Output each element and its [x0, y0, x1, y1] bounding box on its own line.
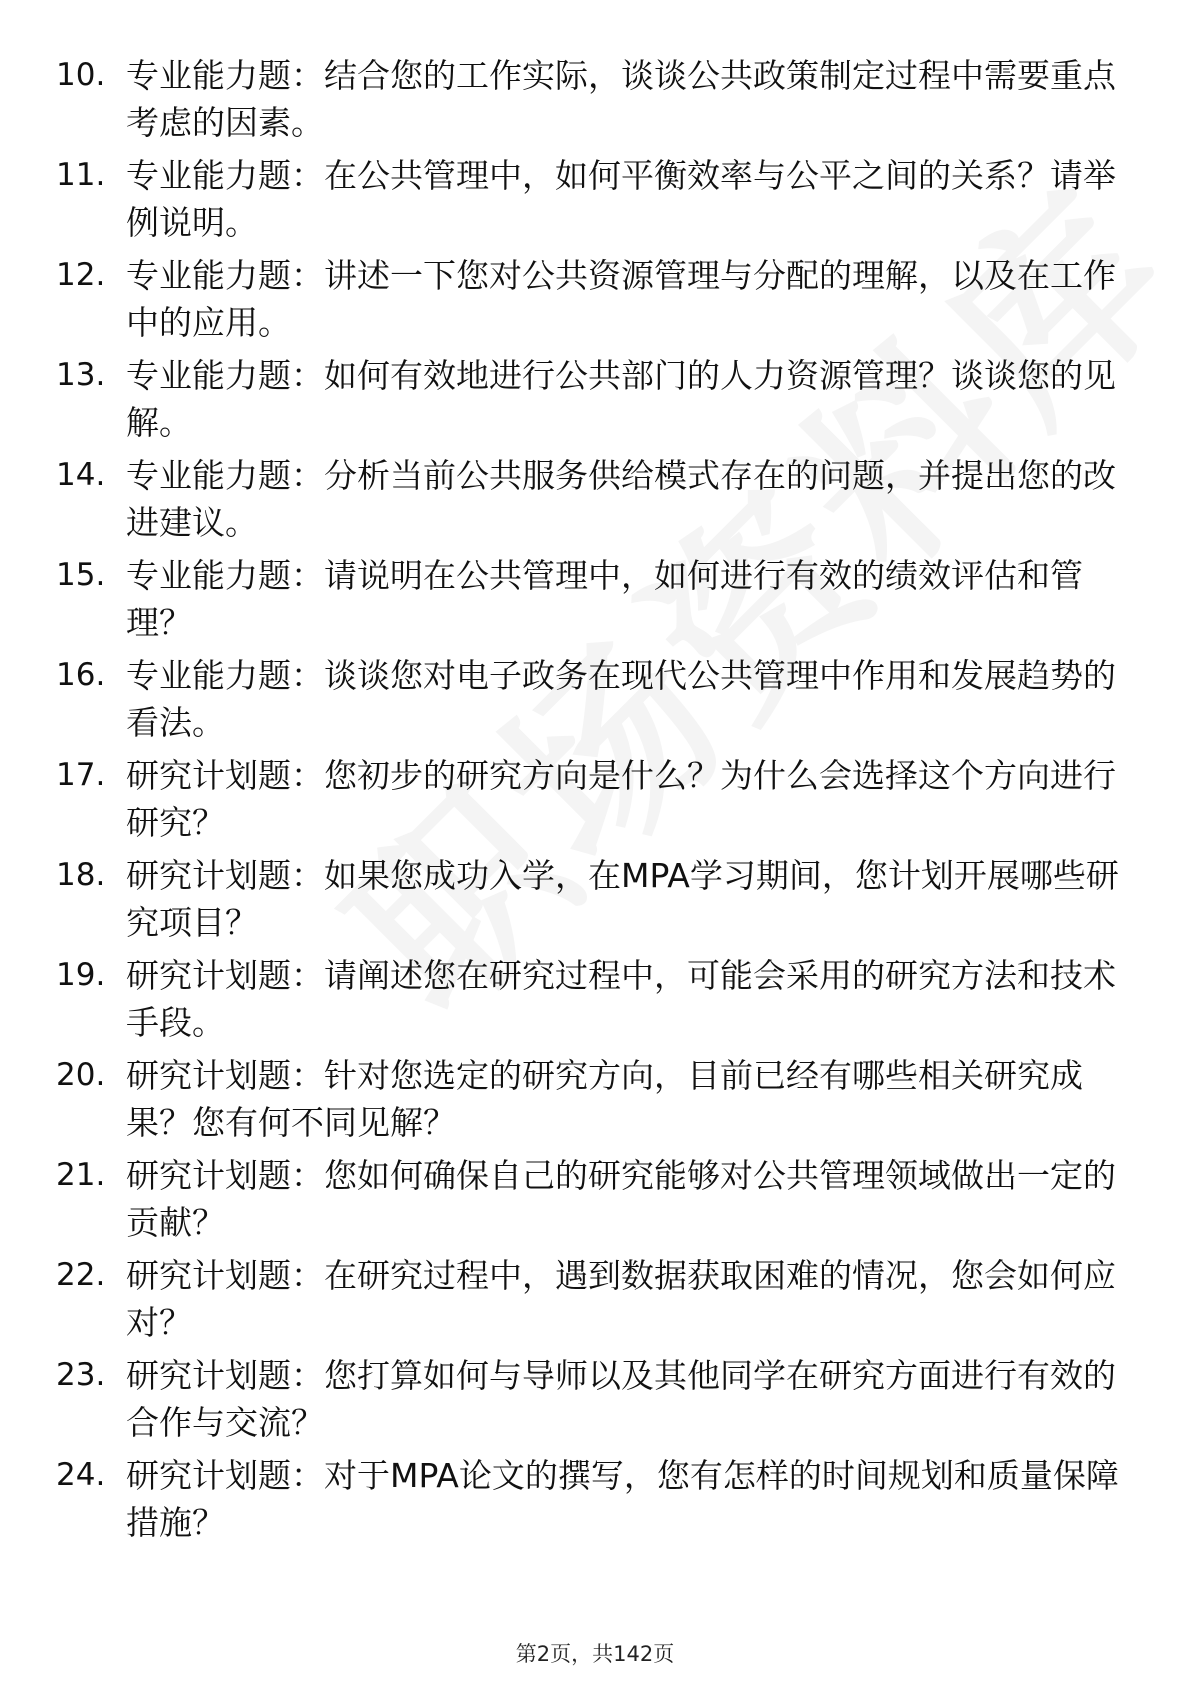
question-text: 专业能力题：结合您的工作实际，谈谈公共政策制定过程中需要重点考虑的因素。: [126, 56, 1116, 142]
question-text: 专业能力题：谈谈您对电子政务在现代公共管理中作用和发展趋势的看法。: [126, 656, 1116, 742]
question-text: 研究计划题：请阐述您在研究过程中，可能会采用的研究方法和技术手段。: [126, 956, 1116, 1042]
question-text: 专业能力题：如何有效地进行公共部门的人力资源管理？谈谈您的见解。: [126, 356, 1116, 442]
question-item: [56, 552, 1126, 646]
question-number: 18.: [56, 857, 106, 893]
question-number: 19.: [56, 957, 106, 993]
question-item: [56, 152, 1126, 246]
question-text: 研究计划题：如果您成功入学，在MPA学习期间，您计划开展哪些研究项目？: [126, 856, 1119, 942]
question-number: 24.: [56, 1457, 106, 1493]
question-item: [56, 1252, 1126, 1346]
question-item: [56, 352, 1126, 446]
question-number: 13.: [56, 357, 106, 393]
question-item: [56, 1352, 1126, 1446]
question-item: [56, 652, 1126, 746]
question-item: [56, 452, 1126, 546]
question-item: [56, 852, 1126, 946]
question-item: [56, 52, 1126, 146]
question-list: [56, 52, 1126, 1552]
question-text: 专业能力题：请说明在公共管理中，如何进行有效的绩效评估和管理？: [126, 556, 1083, 642]
question-item: [56, 1052, 1126, 1146]
question-text: 研究计划题：对于MPA论文的撰写，您有怎样的时间规划和质量保障措施？: [126, 1456, 1119, 1542]
question-number: 15.: [56, 557, 106, 593]
question-text: 专业能力题：讲述一下您对公共资源管理与分配的理解，以及在工作中的应用。: [126, 256, 1116, 342]
question-text: 研究计划题：您初步的研究方向是什么？为什么会选择这个方向进行研究？: [126, 756, 1116, 842]
question-number: 23.: [56, 1357, 106, 1393]
question-item: [56, 1452, 1126, 1546]
question-number: 22.: [56, 1257, 106, 1293]
question-number: 20.: [56, 1057, 106, 1093]
question-item: [56, 252, 1126, 346]
question-item: [56, 1152, 1126, 1246]
question-text: 专业能力题：分析当前公共服务供给模式存在的问题，并提出您的改进建议。: [126, 456, 1116, 542]
question-text: 专业能力题：在公共管理中，如何平衡效率与公平之间的关系？请举例说明。: [126, 156, 1116, 242]
question-text: 研究计划题：您打算如何与导师以及其他同学在研究方面进行有效的合作与交流？: [126, 1356, 1116, 1442]
question-text: 研究计划题：在研究过程中，遇到数据获取困难的情况，您会如何应对？: [126, 1256, 1116, 1342]
question-number: 11.: [56, 157, 106, 193]
question-text: 研究计划题：针对您选定的研究方向，目前已经有哪些相关研究成果？您有何不同见解？: [126, 1056, 1083, 1142]
question-text: 研究计划题：您如何确保自己的研究能够对公共管理领域做出一定的贡献？: [126, 1156, 1116, 1242]
question-number: 17.: [56, 757, 106, 793]
question-item: [56, 952, 1126, 1046]
question-number: 10.: [56, 57, 106, 93]
question-number: 21.: [56, 1157, 106, 1193]
page-footer: 第2页，共142页: [515, 1642, 675, 1666]
question-item: [56, 752, 1126, 846]
question-number: 12.: [56, 257, 106, 293]
question-number: 16.: [56, 657, 106, 693]
question-number: 14.: [56, 457, 106, 493]
